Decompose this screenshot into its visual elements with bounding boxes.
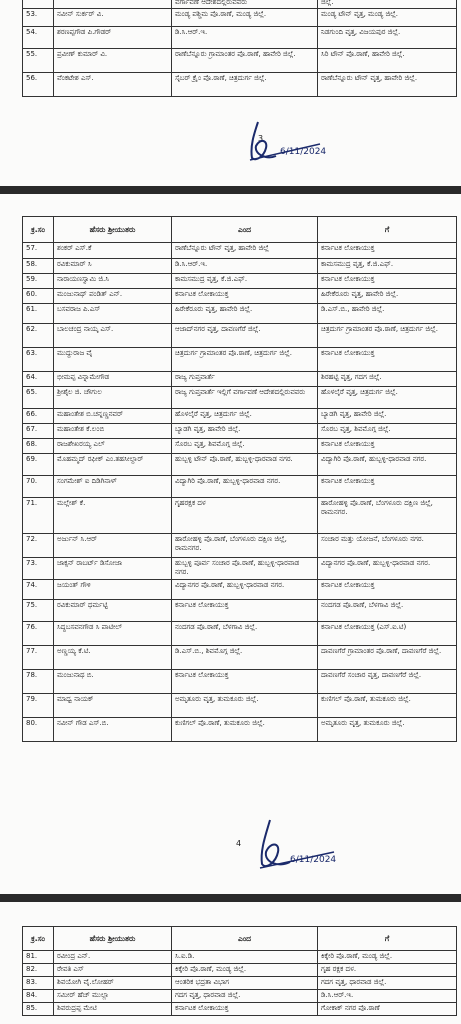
cell-from: ವಿದ್ಯಾನಗರ ಪೊ.ಠಾಣೆ, ಹುಬ್ಬಳ್ಳಿ-ಧಾರವಾಡ ನಗರ.	[172, 580, 318, 600]
cell-name: ಪ್ರವೀಣ್ ಕುಮಾರ್ ವಿ.	[54, 49, 172, 73]
cell-no: 66.	[23, 409, 54, 424]
table-row	[23, 646, 457, 670]
table-row	[23, 718, 457, 742]
cell-to: ಸಿರಿ ಟೌನ್ ಪೊ.ಠಾಣೆ, ಹಾವೇರಿ ಜಿಲ್ಲೆ.	[318, 49, 457, 73]
cell-no: 64.	[23, 372, 54, 387]
cell-no: 58.	[23, 259, 54, 274]
cell-to: ಕರ್ನಾಟಕ ಲೋಕಾಯುಕ್ತ	[318, 439, 457, 454]
table-row	[23, 951, 457, 964]
cell-from: ಕರ್ನಾಟಕ ಲೋಕಾಯುಕ್ತ	[172, 600, 318, 622]
cell-name: ಶಿವರುದ್ರಪ್ಪ ಮೇಟಿ	[54, 1003, 172, 1016]
cell-name: ಶ್ರೀಶೈಲ ಜಿ. ಚೌಗುಲ	[54, 387, 172, 409]
header-name: ಹೆಸರು ಶ್ರೀಯುತರು	[54, 217, 172, 243]
table-row	[23, 274, 457, 289]
cell-to: ಶಿರಹಟ್ಟಿ ವೃತ್ತ, ಗದಗ ಜಿಲ್ಲೆ.	[318, 372, 457, 387]
cell-name: ಮೊಹಮ್ಮದ್ ರಫೀಕ್ ಎಂ.ತಹಸೀಲ್ದಾರ್	[54, 454, 172, 476]
cell-to: ವಿದ್ಯಾಗಿರಿ ಪೊ.ಠಾಣೆ, ಹುಬ್ಬಳ್ಳಿ-ಧಾರವಾಡ ನಗರ.	[318, 454, 457, 476]
cell-to: ಸೊರಬ ವೃತ್ತ, ಶಿವಮೊಗ್ಗ ಜಿಲ್ಲೆ.	[318, 424, 457, 439]
cell-from: ಬ್ಯಾಡಗಿ ವೃತ್ತ, ಹಾವೇರಿ ಜಿಲ್ಲೆ.	[172, 424, 318, 439]
cell-from: ಸೊರಬ ವೃತ್ತ, ಶಿವಮೊಗ್ಗ ಜಿಲ್ಲೆ.	[172, 439, 318, 454]
transfer-table-page-5	[22, 926, 457, 1016]
cell-from: ಡಿ.ಎಸ್.ಬಿ., ಶಿವಮೊಗ್ಗ ಜಿಲ್ಲೆ.	[172, 646, 318, 670]
cell-to: ದಾವಣಗೆರೆ ಸಂಚಾರ ವೃತ್ತ, ದಾವಣಗೆರೆ ಜಿಲ್ಲೆ.	[318, 670, 457, 694]
cell-from: ರಾಜ್ಯ ಗುಪ್ತವಾರ್ತೆ	[172, 372, 318, 387]
cell-name: ಮಲ್ಲೇಶ್ ಕೆ.	[54, 498, 172, 534]
cell-to: ಕರ್ನಾಟಕ ಲೋಕಾಯುಕ್ತ	[318, 580, 457, 600]
cell-from: ಕಾಮಸಮುದ್ರ ವೃತ್ತ, ಕೆ.ಜಿ.ಎಫ್.	[172, 274, 318, 289]
cell-no: 78.	[23, 670, 54, 694]
cell-name: ರೇವತಿ ಎಸ್	[54, 964, 172, 977]
signature-date: 6/11/2024	[280, 147, 327, 157]
cell-to: ನಿಡಗುಂದಿ ವೃತ್ತ, ವಿಜಯಪುರ ಜಿಲ್ಲೆ.	[318, 27, 457, 49]
cell-to: ಕರ್ನಾಟಕ ಲೋಕಾಯುಕ್ತ	[318, 274, 457, 289]
cell-to: ಕಾಮಸಮುದ್ರ ವೃತ್ತ, ಕೆ.ಜಿ.ಎಫ್.	[318, 259, 457, 274]
cell-from: ಕರ್ನಾಟಕ ಲೋಕಾಯುಕ್ತ	[172, 670, 318, 694]
cell-from: ಹಿರೇಕೆರೂರು ವೃತ್ತ, ಹಾವೇರಿ ಜಿಲ್ಲೆ.	[172, 304, 318, 324]
cell-name: ಸಂಗಮೇಶ್ ಐ ದಿಡಿಗಿನಾಳ್	[54, 476, 172, 498]
cell-no: 82.	[23, 964, 54, 977]
cell-to: ಹೊಳಲ್ಕೆರೆ ವೃತ್ತ, ಚಿತ್ರದುರ್ಗ ಜಿಲ್ಲೆ.	[318, 387, 457, 409]
table-row	[23, 600, 457, 622]
cell-to: ಚಿತ್ರದುರ್ಗ ಗ್ರಾಮಾಂತರ ಪೊ.ಠಾಣೆ, ಚಿತ್ರದುರ್ಗ ಜಿಲ್ಲೆ.	[318, 324, 457, 348]
cell-no: 76.	[23, 622, 54, 646]
cell-from: ಆಂತರಿಕ ಭದ್ರತಾ ವಿಭಾಗ	[172, 977, 318, 990]
table-row	[23, 289, 457, 304]
signature	[248, 816, 358, 876]
document-page-3	[0, 0, 461, 186]
cell-name: ಮುದ್ದುರಾಜ ವೈ	[54, 348, 172, 372]
cell-no: 71.	[23, 498, 54, 534]
document-page-5	[0, 902, 461, 1024]
cell-name: ಅರ್ಜುನ್ ಸಿ.ಆರ್	[54, 534, 172, 558]
header-from: ಎಂದ	[172, 217, 318, 243]
cell-from: ರಾಜ್ಯ ಗುಪ್ತವಾರ್ತೆ ಇಲ್ಲಿಗೆ ವರ್ಗಾವಣೆ ಆದೇಶದಲ್ಲಿರುವವರು	[172, 387, 318, 409]
cell-no: 72.	[23, 534, 54, 558]
cell-name: ಸಿದ್ಧಬಸವನಗೌಡ ಸಿ ಪಾಟೀಲ್	[54, 622, 172, 646]
table-row	[23, 977, 457, 990]
table-row	[23, 1003, 457, 1016]
cell-to: ಕರ್ನಾಟಕ ಲೋಕಾಯುಕ್ತ	[318, 243, 457, 259]
table-row	[23, 990, 457, 1003]
cell-to: ಸಂಚಾರ ಮತ್ತು ಯೋಜನೆ, ಬೆಂಗಳೂರು ನಗರ.	[318, 534, 457, 558]
header-to: ಗೆ	[318, 217, 457, 243]
cell-no: 56.	[23, 73, 54, 97]
table-header	[23, 927, 457, 951]
table-row	[23, 387, 457, 409]
header-to: ಗೆ	[318, 927, 457, 951]
cell-name: ಮಂಜುನಾಥ ಬಿ.	[54, 670, 172, 694]
cell-from: ಗೃಹರಕ್ಷಕ ದಳ	[172, 498, 318, 534]
cell-from: ಹಾರೋಹಳ್ಳಿ ಪೊ.ಠಾಣೆ, ಬೆಂಗಳೂರು ದಕ್ಷಿಣ ಜಿಲ್ಲೆ, ರಾಮನಗರ.	[172, 534, 318, 558]
cell-no: 69.	[23, 454, 54, 476]
cell-to: ಕರ್ನಾಟಕ ಲೋಕಾಯುಕ್ತ	[318, 348, 457, 372]
cell-name: ಅಣ್ಣಯ್ಯ ಕೆ.ಟಿ.	[54, 646, 172, 670]
cell-name: ಶಿವಯೋಗಿ ವೈ.ಲೋಹರ್	[54, 977, 172, 990]
cell-name: ಸಮೀರ್ ಹೆಚ್ ಮುಲ್ಲಾ	[54, 990, 172, 1003]
cell-from: ನಂದಗಡ ಪೊ.ಠಾಣೆ, ಬೆಳಗಾವಿ ಜಿಲ್ಲೆ.	[172, 622, 318, 646]
cell-from: ಸಿ.ಐ.ಡಿ.	[172, 951, 318, 964]
page-number: 3	[258, 134, 264, 143]
cell-no: 75.	[23, 600, 54, 622]
cell-from: ಕರ್ನಾಟಕ ಲೋಕಾಯುಕ್ತ	[172, 1003, 318, 1016]
cell-from: ಆಜಾದ್‌ನಗರ ವೃತ್ತ, ದಾವಣಗೆರೆ ಜಿಲ್ಲೆ.	[172, 324, 318, 348]
table-row	[23, 476, 457, 498]
cell-to: ಹಾರೋಹಳ್ಳಿ ಪೊ.ಠಾಣೆ, ಬೆಂಗಳೂರು ದಕ್ಷಿಣ ಜಿಲ್ಲೆ, ರಾಮನಗರ.	[318, 498, 457, 534]
cell-to: ಗದಗ ವೃತ್ತ, ಧಾರವಾಡ ಜಿಲ್ಲೆ.	[318, 977, 457, 990]
table-row	[23, 304, 457, 324]
cell-no: 73.	[23, 558, 54, 580]
cell-no: 53.	[23, 9, 54, 27]
cell-name: ನವೀನ್ ಗೌಡ ಎಸ್.ಬಿ.	[54, 718, 172, 742]
document-page-4	[0, 194, 461, 894]
table-row	[23, 454, 457, 476]
cell-from: ಮಂಡ್ಯ ಪಶ್ಚಿಮ ಪೊ.ಠಾಣೆ, ಮಂಡ್ಯ ಜಿಲ್ಲೆ.	[172, 9, 318, 27]
cell-to: ಕುಣಿಗಲ್ ಪೊ.ಠಾಣೆ, ತುಮಕೂರು ಜಿಲ್ಲೆ.	[318, 694, 457, 718]
cell-from: ಕುಣಿಗಲ್ ಪೊ.ಠಾಣೆ, ತುಮಕೂರು ಜಿಲ್ಲೆ.	[172, 718, 318, 742]
signature	[236, 116, 346, 166]
cell-no: 59.	[23, 274, 54, 289]
cell-no: 79.	[23, 694, 54, 718]
cell-from: ರಾಣೆಬೆನ್ನೂರು ಗ್ರಾಮಾಂತರ ಪೊ.ಠಾಣೆ, ಹಾವೇರಿ ಜಿಲ್ಲೆ.	[172, 49, 318, 73]
table-row	[23, 49, 457, 73]
cell-name: ಮಾಧ್ವ ನಾಯಕ್	[54, 694, 172, 718]
cell-to: ಜಿಲ್ಲೆ.	[318, 0, 457, 9]
table-row	[23, 534, 457, 558]
cell-to: ವಿದ್ಯಾನಗರ ಪೊ.ಠಾಣೆ, ಹುಬ್ಬಳ್ಳಿ-ಧಾರವಾಡ ನಗರ.	[318, 558, 457, 580]
cell-to: ಹಿರೇಕೆರೂರು ವೃತ್ತ, ಹಾವೇರಿ ಜಿಲ್ಲೆ.	[318, 289, 457, 304]
cell-no: 83.	[23, 977, 54, 990]
cell-to: ಕಿಕ್ಕೇರಿ ಪೊ.ಠಾಣೆ, ಮಂಡ್ಯ ಜಿಲ್ಲೆ.	[318, 951, 457, 964]
cell-to: ಮಂಡ್ಯ ಟೌನ್ ವೃತ್ತ, ಮಂಡ್ಯ ಜಿಲ್ಲೆ.	[318, 9, 457, 27]
cell-name: ವೆಂಕಟೇಶ ಎಸ್.	[54, 73, 172, 97]
cell-no: 57.	[23, 243, 54, 259]
table-row	[23, 694, 457, 718]
cell-from: ಹೊಳಲ್ಕೆರೆ ವೃತ್ತ, ಚಿತ್ರದುರ್ಗ ಜಿಲ್ಲೆ.	[172, 409, 318, 424]
cell-to: ಡಿ.ಎಸ್.ಬಿ., ಹಾವೇರಿ ಜಿಲ್ಲೆ.	[318, 304, 457, 324]
cell-no: 81.	[23, 951, 54, 964]
table-row	[23, 27, 457, 49]
cell-from: ರಾಣೆಬೆನ್ನೂರು ಟೌನ್ ವೃತ್ತ, ಹಾವೇರಿ ಜಿಲ್ಲೆ	[172, 243, 318, 259]
cell-from: ಸೈಬರ್ ಕ್ರೈಂ ಪೊ.ಠಾಣೆ, ಚಿತ್ರದುರ್ಗ ಜಿಲ್ಲೆ.	[172, 73, 318, 97]
cell-from: ವರ್ಗಾವಣೆ ಆದೇಶದಲ್ಲಿರುವವರು	[172, 0, 318, 9]
transfer-table-page-4	[22, 216, 457, 742]
cell-name: ಮಂಜುನಾಥ್ ಪಂಡಿತ್ ಎನ್.	[54, 289, 172, 304]
cell-name: ಶಂಕರ್ ಎಸ್.ಕೆ	[54, 243, 172, 259]
table-row	[23, 439, 457, 454]
cell-from: ಅಮೃತೂರು ವೃತ್ತ, ತುಮಕೂರು ಜಿಲ್ಲೆ.	[172, 694, 318, 718]
cell-no: 65.	[23, 387, 54, 409]
cell-no: 84.	[23, 990, 54, 1003]
cell-name: ರಾಜಶೇಖರಯ್ಯ ಎಲ್	[54, 439, 172, 454]
table-row	[23, 243, 457, 259]
cell-from: ಗದಗ ವೃತ್ತ, ಧಾರವಾಡ ಜಿಲ್ಲೆ.	[172, 990, 318, 1003]
cell-to: ಡಿ.ಸಿ.ಆರ್.ಇ.	[318, 990, 457, 1003]
cell-from: ವಿದ್ಯಾಗಿರಿ ಪೊ.ಠಾಣೆ, ಹುಬ್ಬಳ್ಳಿ-ಧಾರವಾಡ ನಗರ.	[172, 476, 318, 498]
cell-to: ರಾಣೆಬೆನ್ನೂರು ಟೌನ್ ವೃತ್ತ, ಹಾವೇರಿ ಜಿಲ್ಲೆ.	[318, 73, 457, 97]
cell-no: 60.	[23, 289, 54, 304]
cell-no: 74.	[23, 580, 54, 600]
cell-name: ಬಾಲಚಂದ್ರ ನಾಯ್ಕ ಎಸ್.	[54, 324, 172, 348]
table-row	[23, 259, 457, 274]
header-from: ಎಂದ	[172, 927, 318, 951]
cell-to: ಅಮೃತೂರು ವೃತ್ತ, ತುಮಕೂರು ಜಿಲ್ಲೆ.	[318, 718, 457, 742]
cell-to: ಗೃಹ ರಕ್ಷಕ ದಳ.	[318, 964, 457, 977]
cell-name: ಜಾಕ್ಸನ್ ರಾಬರ್ಟ್ ಡಿಸೋಜಾ	[54, 558, 172, 580]
cell-name: ಬಸವರಾಜ ಪಿ.ಎಸ್	[54, 304, 172, 324]
cell-from: ಕಿಕ್ಕೇರಿ ಪೊ.ಠಾಣೆ, ಮಂಡ್ಯ ಜಿಲ್ಲೆ.	[172, 964, 318, 977]
cell-no: 61.	[23, 304, 54, 324]
cell-to: ಕರ್ನಾಟಕ ಲೋಕಾಯುಕ್ತ (ಎಸ್.ಐ.ಟಿ)	[318, 622, 457, 646]
cell-name: ರವಿಕುಮಾರ್ ಧರ್ಮಟ್ಟಿ	[54, 600, 172, 622]
page-separator	[0, 894, 461, 902]
cell-name: ರವಿಕುಮಾರ್ ಸಿ	[54, 259, 172, 274]
table-row	[23, 0, 457, 9]
cell-name: ಶರಣಪ್ಪಗೌಡ ಪಿ.ಗೌಡರ್	[54, 27, 172, 49]
table-row	[23, 622, 457, 646]
transfer-table-page-3	[22, 0, 457, 97]
table-header	[23, 217, 457, 243]
cell-name: ಮಹಾಂತೇಶ ಬಿ.ಚನ್ನಣ್ಣನವರ್	[54, 409, 172, 424]
cell-name: ನಾರಾಯಣಸ್ವಾಮಿ ಜಿ.ಸಿ	[54, 274, 172, 289]
table-row	[23, 73, 457, 97]
cell-no: 85.	[23, 1003, 54, 1016]
cell-to: ನಂದಗಡ ಪೊ.ಠಾಣೆ, ಬೆಳಗಾವಿ ಜಿಲ್ಲೆ.	[318, 600, 457, 622]
cell-to: ಕರ್ನಾಟಕ ಲೋಕಾಯುಕ್ತ	[318, 476, 457, 498]
cell-no: 55.	[23, 49, 54, 73]
table-row	[23, 9, 457, 27]
cell-no: 67.	[23, 424, 54, 439]
cell-from: ಡಿ.ಸಿ.ಆರ್.ಇ.	[172, 27, 318, 49]
cell-from: ಡಿ.ಸಿ.ಆರ್.ಇ.	[172, 259, 318, 274]
cell-to: ದಾವಣಗೆರೆ ಗ್ರಾಮಾಂತರ ಪೊ.ಠಾಣೆ, ದಾವಣಗೆರೆ ಜಿಲ್ಲೆ.	[318, 646, 457, 670]
cell-no: 70.	[23, 476, 54, 498]
table-row	[23, 424, 457, 439]
cell-no: 80.	[23, 718, 54, 742]
cell-from: ಹುಬ್ಬಳ್ಳಿ ಪೂರ್ವ ಸಂಚಾರ ಪೊ.ಠಾಣೆ, ಹುಬ್ಬಳ್ಳಿ-ಧಾರವಾಡ ನಗರ.	[172, 558, 318, 580]
table-row	[23, 372, 457, 387]
cell-name: ರವೀಂದ್ರ ಎನ್.	[54, 951, 172, 964]
cell-no: 63.	[23, 348, 54, 372]
cell-from: ಹುಬ್ಬಳ್ಳಿ ಟೌನ್ ಪೊ.ಠಾಣೆ, ಹುಬ್ಬಳ್ಳಿ-ಧಾರವಾಡ ನಗರ.	[172, 454, 318, 476]
cell-name: ಭೀಮಪ್ಪ ವಿನ್ನಾಮೇಗೌಡ	[54, 372, 172, 387]
cell-no: 77.	[23, 646, 54, 670]
cell-from: ಚಿತ್ರದುರ್ಗ ಗ್ರಾಮಾಂತರ ಪೊ.ಠಾಣೆ, ಚಿತ್ರದುರ್ಗ ಜಿಲ್ಲೆ.	[172, 348, 318, 372]
cell-from: ಕರ್ನಾಟಕ ಲೋಕಾಯುಕ್ತ	[172, 289, 318, 304]
table-row	[23, 498, 457, 534]
signature-date: 6/11/2024	[290, 855, 337, 865]
cell-name: ಜಯಂತ್ ಗೌಳಿ	[54, 580, 172, 600]
cell-no: 54.	[23, 27, 54, 49]
cell-name: ನವೀನ್ ಸುರ್ಕರ್ ವಿ.	[54, 9, 172, 27]
table-row	[23, 558, 457, 580]
cell-no: 68.	[23, 439, 54, 454]
cell-to: ಬ್ಯಾಡಗಿ ವೃತ್ತ, ಹಾವೇರಿ ಜಿಲ್ಲೆ.	[318, 409, 457, 424]
cell-no: 62.	[23, 324, 54, 348]
cell-to: ಗೋಕಾಕ್ ನಗರ ಪೊ.ಠಾಣೆ	[318, 1003, 457, 1016]
table-row	[23, 580, 457, 600]
header-serial: ಕ್ರ.ಸಂ	[23, 217, 54, 243]
table-row	[23, 964, 457, 977]
header-name: ಹೆಸರು ಶ್ರೀಯುತರು	[54, 927, 172, 951]
table-row	[23, 348, 457, 372]
cell-name: ಮಹಾಂತೇಶ ಕೆ.ಲಂಬಿ	[54, 424, 172, 439]
table-row	[23, 409, 457, 424]
table-row	[23, 324, 457, 348]
page-number: 4	[236, 839, 242, 848]
page-separator	[0, 186, 461, 194]
header-serial: ಕ್ರ.ಸಂ	[23, 927, 54, 951]
table-row	[23, 670, 457, 694]
